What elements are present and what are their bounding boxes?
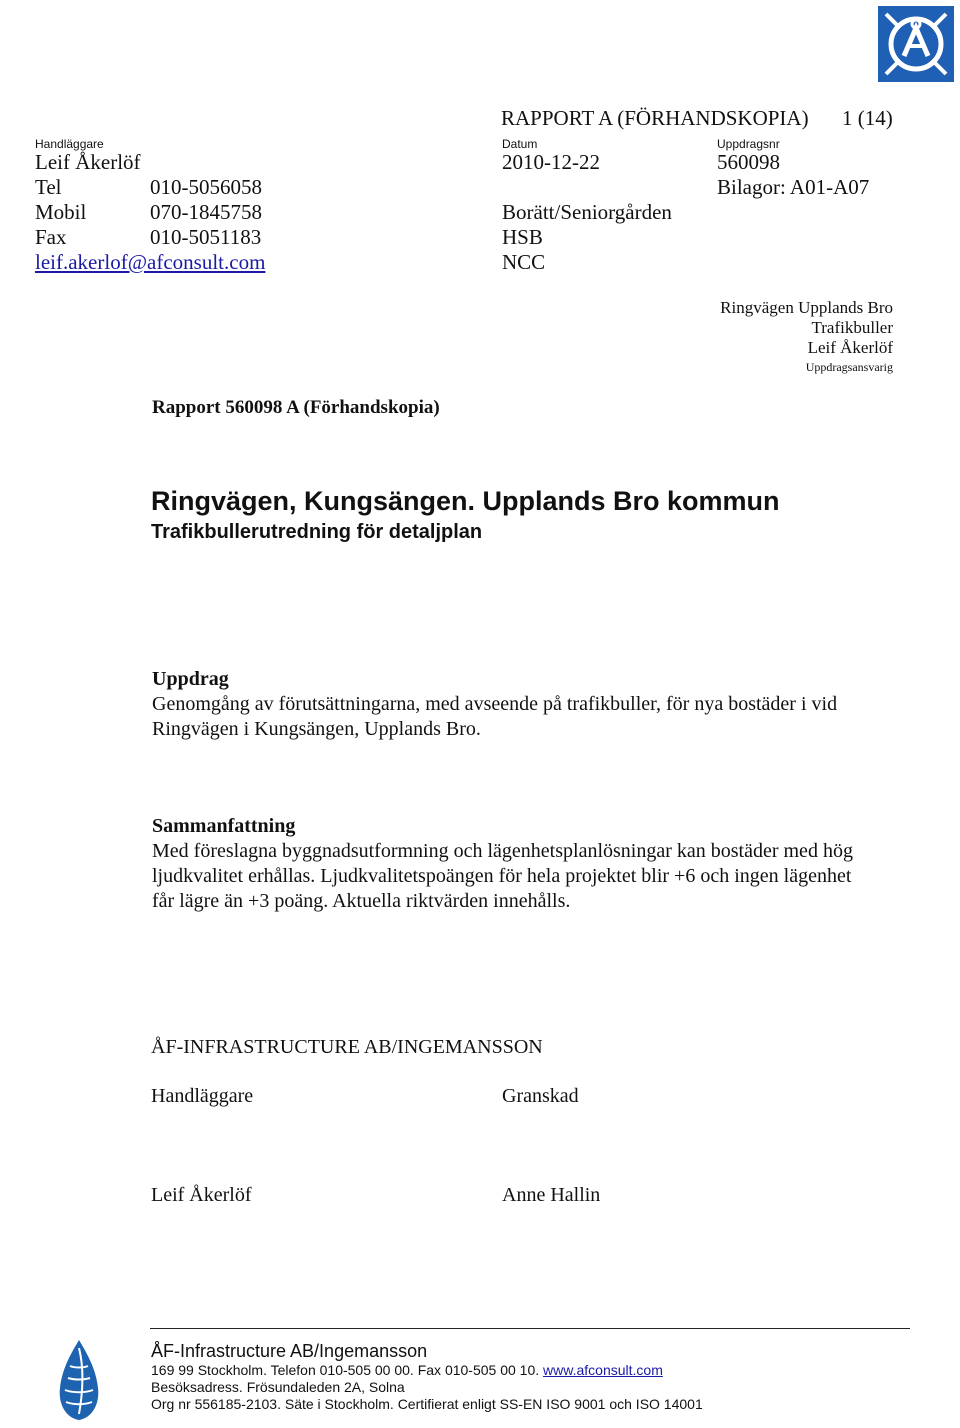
footer-line-1 bbox=[151, 1362, 663, 1378]
project-line-2: Trafikbuller bbox=[811, 318, 893, 337]
sammanfattning-text: Med föreslagna byggnadsutformning och lägenhetsplanlösningar kan bostäder med hög ljudkvalitet erhållas. Ljudkvalitetspoängen för hela projektet blir +6 och ingen lägenhet får lägre än +3 poäng. Aktuella riktvärden innehålls. bbox=[152, 840, 853, 912]
tel-label: Tel bbox=[35, 175, 62, 199]
handlaggare-signature-label: Handläggare bbox=[151, 1085, 254, 1107]
uppdragsnr-label: Uppdragsnr bbox=[717, 137, 780, 151]
footer-address: 169 99 Stockholm. Telefon 010-505 00 00. Fax 010-505 00 10. bbox=[151, 1362, 544, 1378]
fax-label: Fax bbox=[35, 225, 67, 249]
granskad-label: Granskad bbox=[502, 1085, 579, 1107]
granskad-name: Anne Hallin bbox=[502, 1184, 601, 1206]
recipient-1: Borätt/Seniorgården bbox=[502, 200, 672, 224]
recipient-2: HSB bbox=[502, 225, 543, 249]
mobil-value: 070-1845758 bbox=[150, 200, 262, 224]
project-line-3: Leif Åkerlöf bbox=[807, 338, 893, 357]
project-line-1: Ringvägen Upplands Bro bbox=[720, 298, 893, 317]
footer-company: ÅF-Infrastructure AB/Ingemansson bbox=[151, 1341, 428, 1361]
email-link[interactable]: leif.akerlof@afconsult.com bbox=[35, 250, 266, 274]
shell-icon bbox=[56, 1338, 102, 1422]
recipient-3: NCC bbox=[502, 250, 546, 274]
report-reference: Rapport 560098 A (Förhandskopia) bbox=[152, 397, 440, 418]
datum-label: Datum bbox=[502, 137, 538, 151]
page-title: Ringvägen, Kungsängen. Upplands Bro kommun bbox=[151, 486, 780, 516]
uppdragsnr-value: 560098 bbox=[717, 150, 780, 174]
page-subtitle: Trafikbullerutredning för detaljplan bbox=[151, 521, 483, 543]
bilagor: Bilagor: A01-A07 bbox=[717, 175, 870, 199]
footer-line-3: Org nr 556185-2103. Säte i Stockholm. Certifierat enligt SS-EN ISO 9001 och ISO 14001 bbox=[151, 1396, 703, 1412]
datum-value: 2010-12-22 bbox=[502, 150, 600, 174]
company-name: ÅF-INFRASTRUCTURE AB/INGEMANSSON bbox=[151, 1036, 543, 1058]
page-number: 1 (14) bbox=[842, 106, 893, 130]
mobil-label: Mobil bbox=[35, 200, 87, 224]
footer-divider bbox=[150, 1328, 910, 1329]
footer-website-link[interactable]: www.afconsult.com bbox=[543, 1362, 663, 1378]
handlaggare-signature-name: Leif Åkerlöf bbox=[151, 1184, 252, 1206]
uppdrag-heading: Uppdrag bbox=[152, 668, 229, 690]
handlaggare-name: Leif Åkerlöf bbox=[35, 150, 141, 174]
report-title: RAPPORT A (FÖRHANDSKOPIA) bbox=[501, 106, 809, 130]
project-line-4: Uppdragsansvarig bbox=[805, 360, 893, 374]
footer-line-2: Besöksadress. Frösundaleden 2A, Solna bbox=[151, 1379, 405, 1395]
fax-value: 010-5051183 bbox=[150, 225, 262, 249]
af-logo bbox=[878, 6, 954, 82]
tel-value: 010-5056058 bbox=[150, 175, 262, 199]
uppdrag-text: Genomgång av förutsättningarna, med avseende på trafikbuller, för nya bostäder i vid Ringvägen i Kungsängen, Upplands Bro. bbox=[152, 693, 838, 740]
handlaggare-label: Handläggare bbox=[35, 137, 104, 151]
sammanfattning-heading: Sammanfattning bbox=[152, 815, 296, 837]
